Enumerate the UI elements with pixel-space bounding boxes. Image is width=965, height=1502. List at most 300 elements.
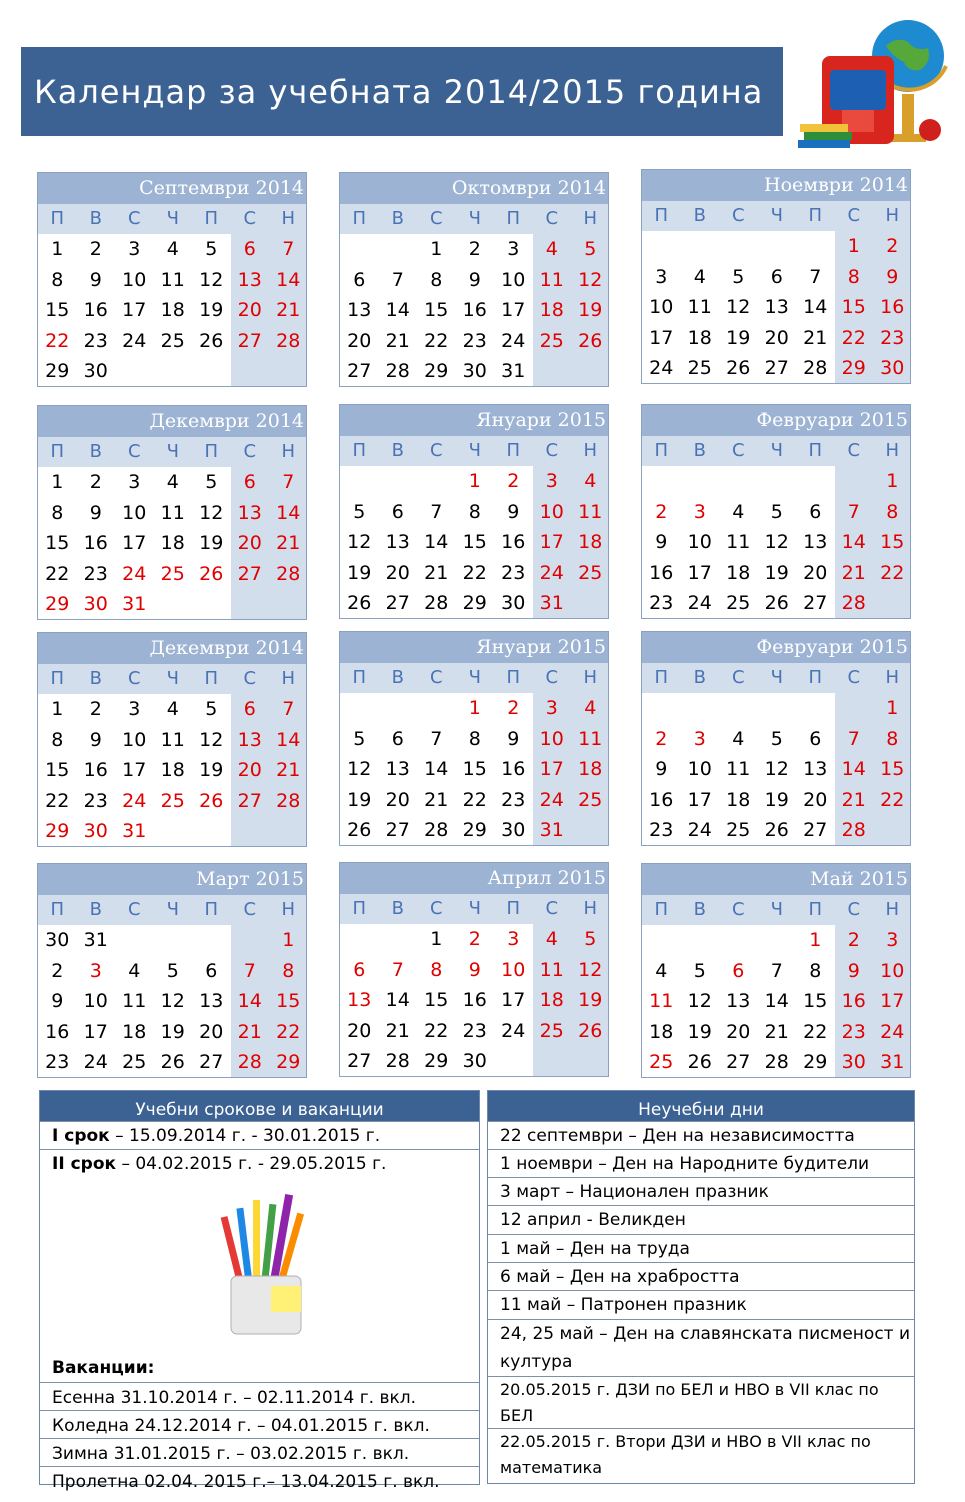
day-cell: 20 [726,1020,751,1043]
day-cell: 30 [880,357,905,380]
day-cell: 23 [649,819,674,842]
weekday-label: П [654,899,669,920]
term-row-2 [40,1149,479,1354]
day-cell: 10 [880,959,905,982]
day-cell: 14 [764,990,789,1013]
holiday-row: 3 март – Национален празник [488,1177,914,1205]
day-cell: 11 [539,958,564,981]
day-cell: 12 [199,501,224,524]
day-cell: 2 [886,235,899,257]
day-cell: 24 [539,561,564,584]
day-cell: 14 [424,531,449,554]
day-cell: 9 [89,728,102,751]
weekday-label: С [731,899,745,920]
day-cell: 5 [693,959,706,982]
weekday-label: С [731,667,745,688]
day-cell: 2 [89,471,102,493]
weekday-label: В [391,208,404,229]
day-cell: 11 [649,990,674,1013]
day-cell: 12 [347,758,372,781]
day-cell: 13 [726,990,751,1013]
day-cell: 12 [764,531,789,554]
weekday-label: С [429,440,443,461]
day-cell: 25 [539,1019,564,1042]
day-cell: 28 [803,357,828,380]
day-cell: 26 [764,592,789,615]
day-cell: 26 [764,819,789,842]
day-cell: 17 [122,759,147,782]
day-cell: 3 [693,727,706,750]
day-cell: 4 [732,500,745,523]
day-cell: 8 [847,265,860,288]
day-cell: 4 [128,959,141,982]
day-cell: 14 [276,501,301,524]
day-cell: 28 [424,819,449,842]
day-cell: 11 [160,268,185,291]
day-cell: 19 [687,1020,712,1043]
day-cell: 31 [122,820,147,843]
day-cell: 2 [507,470,520,492]
term-row-1 [40,1121,479,1149]
day-cell: 2 [655,500,668,523]
day-cell: 3 [507,928,520,950]
day-cell: 29 [45,360,70,383]
weekday-label: С [127,208,141,229]
page-title: Календар за учебната 2014/2015 година [21,47,783,136]
weekday-label: П [654,667,669,688]
day-cell: 17 [122,532,147,555]
day-cell: 19 [578,989,603,1012]
weekday-label: П [506,440,521,461]
day-cell: 16 [841,990,866,1013]
weekday-label: С [429,667,443,688]
day-cell: 13 [385,531,410,554]
weekday-label: Ч [770,899,783,920]
day-cell: 5 [205,698,218,720]
weekday-label: Ч [468,898,481,919]
holiday-row: 6 май – Ден на храбростта [488,1262,914,1290]
day-cell: 14 [385,989,410,1012]
weekday-label: Ч [468,208,481,229]
day-cell: 13 [347,299,372,322]
day-cell: 5 [584,928,597,950]
weekday-label: С [545,440,559,461]
day-cell: 12 [578,958,603,981]
day-cell: 26 [687,1051,712,1074]
day-cell: 1 [468,470,481,492]
day-cell: 1 [282,929,295,951]
day-cell: 2 [89,698,102,720]
day-cell: 28 [385,1050,410,1073]
holiday-row: 1 май – Ден на труда [488,1234,914,1262]
day-cell: 1 [809,929,822,951]
day-cell: 20 [237,532,262,555]
day-cell: 3 [507,238,520,260]
month-title: Март 2015 [38,864,306,895]
day-cell: 21 [424,788,449,811]
day-cell: 15 [880,531,905,554]
day-cell: 22 [276,1020,301,1043]
month-calendar [641,169,911,384]
day-cell: 4 [693,265,706,288]
day-cell: 30 [841,1051,866,1074]
day-cell: 6 [243,698,256,720]
weekday-label: Ч [770,440,783,461]
weekday-label: С [847,440,861,461]
day-cell: 24 [122,789,147,812]
day-cell: 27 [237,789,262,812]
month-calendar [37,172,307,387]
day-cell: 1 [468,697,481,719]
day-cell: 9 [468,958,481,981]
day-cell: 30 [83,820,108,843]
day-cell: 13 [237,501,262,524]
day-cell: 16 [880,296,905,319]
day-cell: 26 [347,592,372,615]
term-2-label: II срок [52,1154,117,1174]
day-cell: 21 [841,561,866,584]
day-cell: 5 [353,500,366,523]
day-cell: 25 [160,789,185,812]
month-title: Ноември 2014 [642,170,910,201]
day-cell: 23 [841,1020,866,1043]
day-cell: 18 [726,788,751,811]
day-cell: 27 [199,1051,224,1074]
day-cell: 20 [347,329,372,352]
weekday-label: Н [281,899,296,920]
day-cell: 24 [880,1020,905,1043]
day-cell: 19 [160,1020,185,1043]
day-cell: 8 [886,727,899,750]
day-cell: 20 [385,788,410,811]
month-title: Януари 2015 [340,405,608,436]
holiday-row: 11 май – Патронен празник [488,1290,914,1319]
day-cell: 29 [841,357,866,380]
day-cell: 6 [205,959,218,982]
day-cell: 22 [803,1020,828,1043]
day-cell: 22 [45,562,70,585]
day-cell: 3 [886,929,899,951]
day-cell: 22 [462,561,487,584]
day-cell: 2 [847,929,860,951]
day-cell: 23 [501,561,526,584]
day-cell: 7 [847,500,860,523]
weekday-label: С [731,205,745,226]
day-cell: 27 [764,357,789,380]
day-cell: 14 [385,299,410,322]
day-cell: 23 [462,329,487,352]
day-cell: 14 [424,758,449,781]
day-cell: 2 [51,959,64,982]
vacations-label: Ваканции: [52,1358,155,1378]
weekday-label: Ч [166,208,179,229]
day-cell: 30 [501,592,526,615]
day-cell: 18 [649,1020,674,1043]
month-title: Май 2015 [642,864,910,895]
day-cell: 29 [803,1051,828,1074]
day-cell: 6 [243,238,256,260]
day-cell: 13 [385,758,410,781]
month-calendar [339,404,609,619]
day-cell: 27 [726,1051,751,1074]
day-cell: 4 [584,697,597,719]
weekday-label: Н [885,667,900,688]
weekday-label: С [545,667,559,688]
day-cell: 6 [809,727,822,750]
day-cell: 27 [347,1050,372,1073]
holiday-row: 22.05.2015 г. Втори ДЗИ и НВО в VII клас по математика [488,1428,914,1480]
vacation-row: Коледна 24.12.2014 г. – 04.01.2015 г. вкл. [40,1410,479,1438]
day-cell: 21 [424,561,449,584]
day-cell: 7 [391,958,404,981]
day-cell: 12 [578,268,603,291]
day-cell: 19 [347,788,372,811]
weekday-label: Н [885,899,900,920]
day-cell: 10 [539,500,564,523]
day-cell: 31 [122,593,147,616]
day-cell: 27 [237,329,262,352]
day-cell: 16 [83,759,108,782]
weekday-label: Н [583,898,598,919]
day-cell: 22 [45,789,70,812]
terms-heading: Учебни срокове и ваканции [40,1091,479,1121]
weekday-label: Ч [166,441,179,462]
day-cell: 2 [89,238,102,260]
weekday-label: П [808,205,823,226]
weekday-label: П [506,898,521,919]
day-cell: 4 [166,238,179,260]
day-cell: 23 [649,592,674,615]
day-cell: 28 [276,789,301,812]
vacations-label-row [40,1354,479,1382]
weekday-label: Н [583,440,598,461]
day-cell: 17 [83,1020,108,1043]
weekday-label: В [89,441,102,462]
day-cell: 9 [655,531,668,554]
day-cell: 10 [122,501,147,524]
day-cell: 25 [726,819,751,842]
day-cell: 3 [128,698,141,720]
weekday-label: В [89,899,102,920]
day-cell: 15 [45,299,70,322]
day-cell: 24 [501,329,526,352]
day-cell: 6 [770,265,783,288]
day-cell: 14 [276,728,301,751]
day-cell: 25 [649,1051,674,1074]
day-cell: 30 [45,929,70,951]
day-cell: 1 [847,235,860,257]
weekday-label: П [506,667,521,688]
day-cell: 31 [880,1051,905,1074]
day-cell: 17 [687,561,712,584]
day-cell: 9 [886,265,899,288]
day-cell: 2 [468,928,481,950]
day-cell: 16 [45,1020,70,1043]
day-cell: 28 [424,592,449,615]
weekday-label: Н [281,208,296,229]
day-cell: 12 [726,296,751,319]
day-cell: 25 [122,1051,147,1074]
day-cell: 10 [122,268,147,291]
weekday-label: С [243,208,257,229]
day-cell: 19 [726,326,751,349]
day-cell: 28 [841,819,866,842]
weekday-label: В [391,898,404,919]
day-cell: 3 [128,471,141,493]
day-cell: 27 [803,819,828,842]
day-cell: 25 [160,562,185,585]
month-calendar [37,405,307,620]
day-cell: 20 [385,561,410,584]
day-cell: 19 [199,532,224,555]
weekday-label: В [693,440,706,461]
weekday-label: С [847,205,861,226]
day-cell: 20 [237,299,262,322]
weekday-label: Ч [770,667,783,688]
day-cell: 7 [243,959,256,982]
day-cell: 22 [462,788,487,811]
day-cell: 3 [655,265,668,288]
month-calendar [641,863,911,1078]
day-cell: 24 [687,592,712,615]
day-cell: 24 [122,329,147,352]
day-cell: 21 [764,1020,789,1043]
day-cell: 17 [880,990,905,1013]
day-cell: 22 [424,329,449,352]
day-cell: 5 [205,238,218,260]
day-cell: 4 [545,928,558,950]
month-title: Януари 2015 [340,632,608,663]
month-calendar [37,632,307,847]
day-cell: 30 [462,1050,487,1073]
day-cell: 17 [539,531,564,554]
day-cell: 16 [649,561,674,584]
month-title: Февруари 2015 [642,632,910,663]
day-cell: 19 [347,561,372,584]
day-cell: 13 [237,268,262,291]
day-cell: 21 [237,1020,262,1043]
day-cell: 13 [803,531,828,554]
day-cell: 17 [539,758,564,781]
month-calendar [339,631,609,846]
day-cell: 14 [841,531,866,554]
weekday-label: П [352,440,367,461]
day-cell: 21 [385,1019,410,1042]
vacation-row: Зимна 31.01.2015 г. – 03.02.2015 г. вкл. [40,1438,479,1466]
day-cell: 25 [160,329,185,352]
day-cell: 27 [385,592,410,615]
day-cell: 15 [880,758,905,781]
month-title: Декември 2014 [38,406,306,437]
day-cell: 1 [51,471,64,493]
day-cell: 20 [347,1019,372,1042]
weekday-label: П [50,208,65,229]
day-cell: 16 [83,299,108,322]
holidays-heading: Неучебни дни [488,1091,914,1121]
day-cell: 8 [51,268,64,291]
day-cell: 20 [764,326,789,349]
day-cell: 18 [687,326,712,349]
day-cell: 4 [732,727,745,750]
day-cell: 2 [468,238,481,260]
weekday-label: П [204,899,219,920]
day-cell: 6 [391,727,404,750]
day-cell: 16 [462,989,487,1012]
day-cell: 29 [276,1051,301,1074]
day-cell: 11 [726,758,751,781]
day-cell: 15 [276,990,301,1013]
day-cell: 13 [347,989,372,1012]
day-cell: 26 [199,562,224,585]
day-cell: 20 [803,788,828,811]
month-title: Април 2015 [340,863,608,894]
weekday-label: В [391,440,404,461]
day-cell: 3 [128,238,141,260]
day-cell: 15 [803,990,828,1013]
day-cell: 16 [501,531,526,554]
day-cell: 7 [847,727,860,750]
day-cell: 1 [430,928,443,950]
day-cell: 21 [276,532,301,555]
day-cell: 18 [160,299,185,322]
weekday-label: Ч [468,440,481,461]
day-cell: 22 [424,1019,449,1042]
day-cell: 7 [770,959,783,982]
day-cell: 8 [468,500,481,523]
day-cell: 18 [122,1020,147,1043]
month-calendar [339,862,609,1077]
weekday-label: П [204,441,219,462]
day-cell: 24 [501,1019,526,1042]
day-cell: 10 [687,531,712,554]
weekday-label: П [654,205,669,226]
day-cell: 11 [578,727,603,750]
day-cell: 9 [51,990,64,1013]
day-cell: 3 [693,500,706,523]
day-cell: 5 [732,265,745,288]
holiday-row: 12 април - Великден [488,1205,914,1234]
day-cell: 6 [353,268,366,291]
day-cell: 22 [45,329,70,352]
day-cell: 3 [545,697,558,719]
day-cell: 4 [166,471,179,493]
day-cell: 28 [764,1051,789,1074]
day-cell: 22 [841,326,866,349]
day-cell: 25 [539,329,564,352]
day-cell: 26 [199,789,224,812]
day-cell: 27 [237,562,262,585]
day-cell: 23 [501,788,526,811]
holiday-row: 1 ноември – Ден на Народните будители [488,1149,914,1177]
day-cell: 20 [803,561,828,584]
day-cell: 4 [655,959,668,982]
day-cell: 18 [578,758,603,781]
day-cell: 29 [45,593,70,616]
weekday-label: С [127,668,141,689]
day-cell: 17 [501,299,526,322]
month-calendar [339,172,609,387]
weekday-label: С [127,899,141,920]
day-cell: 16 [501,758,526,781]
weekday-label: Ч [468,667,481,688]
day-cell: 6 [809,500,822,523]
day-cell: 13 [764,296,789,319]
day-cell: 11 [160,728,185,751]
day-cell: 6 [732,959,745,982]
month-calendar [641,404,911,619]
month-title: Декември 2014 [38,633,306,664]
day-cell: 26 [199,329,224,352]
